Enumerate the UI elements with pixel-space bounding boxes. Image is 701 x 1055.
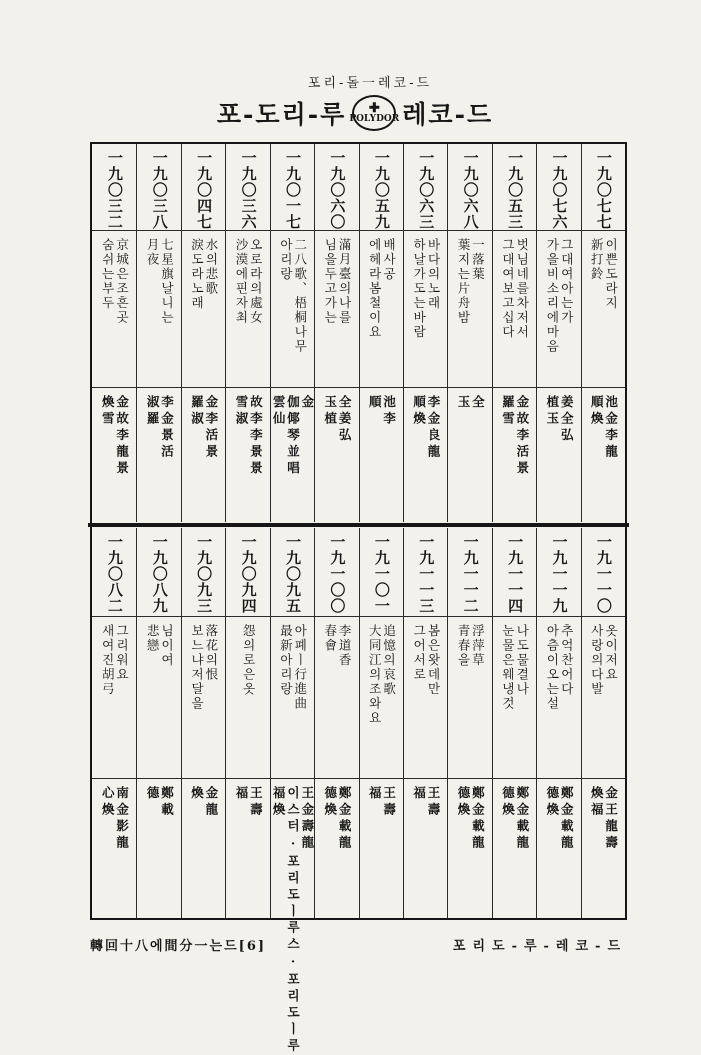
song-title-song-text: 七星旗날니는 (159, 238, 175, 325)
artist-singer-text: 福煥 (271, 786, 287, 819)
artist-cell (448, 395, 491, 518)
artist-artist-text: 伽倻琴並唱 (285, 395, 301, 478)
song-title-song-text: 月夜 (145, 238, 161, 267)
song-title-cell (92, 624, 136, 774)
record-column (136, 144, 180, 522)
artist-artist-text: 故李李景景 (248, 395, 264, 478)
record-number-number-text: 一九一一九 (550, 534, 569, 614)
record-number-number-text: 一九一〇一 (372, 534, 391, 614)
song-title-song-text: 사랑의다발 (589, 624, 605, 697)
artist-singer-text: 雲仙 (271, 395, 287, 428)
song-title-song-text: 新打鈴 (589, 238, 605, 282)
artist-cell (226, 395, 269, 518)
song-title-song-text: 悲戀 (145, 624, 161, 653)
record-number-cell (271, 534, 314, 612)
record-number-cell (582, 150, 625, 230)
record-column (225, 144, 269, 522)
artist-cell (315, 786, 358, 914)
record-number-number-text: 一九〇六三 (417, 150, 436, 230)
record-number-cell (404, 150, 447, 230)
song-title-cell (271, 624, 314, 774)
record-column (403, 528, 447, 918)
record-number-number-text: 一九〇五九 (372, 150, 391, 230)
song-title-song-text: 二八歌、梧桐나무 (292, 238, 308, 354)
artist-artist-text: 金 (299, 395, 315, 412)
song-title-cell (404, 238, 447, 383)
song-title-cell (537, 238, 580, 383)
artist-singer-text: 羅淑 (189, 395, 205, 428)
record-number-cell (92, 150, 136, 230)
song-title-cell (137, 238, 180, 383)
header-title (205, 92, 505, 134)
song-title-song-text: 浮萍草 (470, 624, 486, 668)
song-title-cell (226, 624, 269, 774)
record-column (581, 528, 625, 918)
song-title-cell (182, 624, 225, 774)
artist-cell (582, 395, 625, 518)
record-column (270, 144, 314, 522)
record-column (581, 144, 625, 522)
song-title-song-text: 옷이저요 (603, 624, 619, 682)
record-number-number-text: 一九一一二 (461, 534, 480, 614)
artist-artist-text: 李金良龍 (425, 395, 441, 461)
record-column (359, 528, 403, 918)
artist-artist-text: 王壽 (381, 786, 397, 819)
record-number-number-text: 一九〇六〇 (328, 150, 347, 230)
song-title-cell (271, 238, 314, 383)
record-number-number-text: 一九〇七六 (550, 150, 569, 230)
record-number-number-text: 一九〇三二 (105, 150, 124, 230)
song-title-cell (404, 624, 447, 774)
artist-artist-text: 金龍 (203, 786, 219, 819)
song-title-song-text: 京城은조흔곳 (114, 238, 130, 325)
record-column (359, 144, 403, 522)
artist-cell (582, 786, 625, 914)
artist-singer-text: 雪淑 (233, 395, 249, 428)
song-title-song-text: 怨의로은옷 (241, 624, 257, 697)
record-number-number-text: 一九一一〇 (594, 534, 613, 614)
song-title-song-text: 그어서로 (411, 624, 427, 682)
artist-artist-text: 池李 (381, 395, 397, 428)
song-title-song-text: 추억찬어다 (559, 624, 575, 697)
record-number-number-text: 一九一一三 (417, 534, 436, 614)
artist-singer-text: 德煥 (544, 786, 560, 819)
record-number-cell (537, 534, 580, 612)
record-column (314, 528, 358, 918)
artist-artist-text: 鄭金載龍 (559, 786, 575, 852)
song-title-song-text: 배사공 (381, 238, 397, 282)
record-number-cell (182, 534, 225, 612)
song-title-song-text: 그대여보고십다 (500, 238, 516, 340)
artist-singer-text: 順煥 (411, 395, 427, 428)
record-number-cell (315, 150, 358, 230)
song-title-song-text: 滿月臺의나를 (337, 238, 353, 325)
artist-artist-text: 金王龍壽 (603, 786, 619, 852)
song-title-song-text: 아리랑 (278, 238, 294, 282)
artist-singer-text: 植玉 (544, 395, 560, 428)
record-number-cell (582, 534, 625, 612)
song-title-song-text: 벗님네를차저서 (514, 238, 530, 340)
record-number-cell (92, 534, 136, 612)
artist-cell (448, 786, 491, 914)
song-title-song-text: 새여진胡弓 (100, 624, 116, 697)
artist-singer-text: 德煥 (500, 786, 516, 819)
record-number-number-text: 一九〇九四 (239, 534, 258, 614)
song-title-song-text: 青春을 (456, 624, 472, 668)
song-title-song-text: 水의悲歌 (203, 238, 219, 296)
song-title-song-text: 追憶의哀歌 (381, 624, 397, 697)
artist-artist-text: 李金景活 (159, 395, 175, 461)
song-title-song-text: 오로라의處女 (248, 238, 264, 325)
footer-left-text: 轉回十八에間分一는드[6] (90, 938, 267, 954)
song-title-song-text: 그대여아는가 (559, 238, 575, 325)
song-title-song-text: 春會 (322, 624, 338, 653)
artist-cell (493, 786, 536, 914)
song-title-song-text: 이쁜도라지 (603, 238, 619, 311)
song-title-cell (493, 238, 536, 383)
song-title-cell (315, 624, 358, 774)
artist-singer-text: 順 (367, 395, 383, 412)
artist-singer-text: 煥福 (589, 786, 605, 819)
song-title-cell (182, 238, 225, 383)
header-subtitle: 포리-돌一레코-드 (307, 76, 433, 91)
artist-singer-text: 德煥 (322, 786, 338, 819)
song-title-song-text: 大同江의조와요 (367, 624, 383, 726)
song-title-song-text: 보느냐저달을 (189, 624, 205, 711)
polydor-logo (349, 95, 400, 131)
song-title-song-text: 숨쉬는부두 (100, 238, 116, 311)
artist-cell (226, 786, 269, 914)
song-title-cell (360, 238, 403, 383)
artist-artist-text: 全 (470, 395, 486, 412)
artist-singer-text: 玉植 (322, 395, 338, 428)
song-title-song-text: 그리워요 (114, 624, 130, 682)
artist-artist-text: 이스터·포리도ㅣ루스·포리도ㅣ루 (285, 786, 301, 1055)
artist-cell (537, 786, 580, 914)
record-number-cell (448, 150, 491, 230)
artist-cell (537, 395, 580, 518)
record-number-number-text: 一九〇三八 (150, 150, 169, 230)
artist-artist-text: 南金影龍 (114, 786, 130, 852)
artist-artist-text: 鄭金載龍 (514, 786, 530, 852)
song-title-cell (315, 238, 358, 383)
header-title-right: 레코-드 (402, 100, 494, 129)
record-number-cell (226, 150, 269, 230)
record-column (492, 144, 536, 522)
artist-artist-text: 金故李龍景 (114, 395, 130, 478)
artist-singer-text: 淑羅 (145, 395, 161, 428)
record-column (536, 144, 580, 522)
song-title-song-text: 沙漠에핀자최 (233, 238, 249, 325)
record-column (225, 528, 269, 918)
artist-cell (182, 395, 225, 518)
page-footer (90, 932, 627, 956)
artist-cell (271, 786, 315, 1055)
artist-artist-text: 鄭載 (159, 786, 175, 819)
artist-cell (92, 395, 136, 518)
record-number-cell (448, 534, 491, 612)
artist-singer-text: 心煥 (100, 786, 116, 819)
song-title-song-text: 淚도라노래 (189, 238, 205, 311)
song-title-song-text: 님이여 (159, 624, 175, 668)
song-title-cell (448, 238, 491, 383)
artist-singer-text: 羅雪 (500, 395, 516, 428)
record-table-top (92, 144, 625, 522)
record-column (403, 144, 447, 522)
header-title-left: 포-도리-루 (216, 100, 347, 129)
table-divider (88, 523, 629, 527)
record-number-number-text: 一九〇四七 (195, 150, 214, 230)
artist-artist-text: 鄭金載龍 (470, 786, 486, 852)
song-title-song-text: 李道香 (337, 624, 353, 668)
artist-singer-text: 煥雪 (100, 395, 116, 428)
artist-singer-text: 福 (411, 786, 427, 803)
artist-cell (360, 786, 403, 914)
record-number-number-text: 一九〇六八 (461, 150, 480, 230)
record-number-number-text: 一九〇九三 (195, 534, 214, 614)
record-number-number-text: 一九〇一七 (283, 150, 302, 230)
logo-text: POLYDOR (349, 114, 400, 124)
song-title-song-text: 눈물은웨냉것 (500, 624, 516, 711)
record-column (92, 528, 136, 918)
record-number-number-text: 一九〇七七 (594, 150, 613, 230)
record-column (447, 144, 491, 522)
song-title-song-text: 하날가도는바람 (411, 238, 427, 340)
record-number-cell (360, 150, 403, 230)
song-title-cell (493, 624, 536, 774)
song-title-song-text: 葉지는片舟밤 (456, 238, 472, 325)
song-title-song-text: 最新아리랑 (278, 624, 294, 697)
artist-cell (92, 786, 136, 914)
song-title-song-text: 나도물결나 (514, 624, 530, 697)
artist-artist-text: 全姜弘 (337, 395, 353, 445)
artist-singer-text: 福 (233, 786, 249, 803)
record-column (270, 528, 315, 1055)
song-title-song-text: 님을두고가는 (322, 238, 338, 325)
record-number-cell (271, 150, 314, 230)
record-number-number-text: 一九〇三六 (239, 150, 258, 230)
song-title-song-text: 봄은왓데만 (425, 624, 441, 697)
record-number-cell (404, 534, 447, 612)
artist-singer-text: 順煥 (589, 395, 605, 428)
footer-right-text: 포리도-루-레코-드 (452, 938, 627, 954)
artist-cell (182, 786, 225, 914)
record-number-number-text: 一九〇八九 (150, 534, 169, 614)
record-column (136, 528, 180, 918)
record-column (181, 144, 225, 522)
song-title-cell (448, 624, 491, 774)
record-column (181, 528, 225, 918)
artist-cell (404, 786, 447, 914)
record-number-cell (493, 150, 536, 230)
artist-artist-text: 池金李龍 (603, 395, 619, 461)
artist-artist-text: 金李活景 (203, 395, 219, 461)
record-number-cell (315, 534, 358, 612)
artist-artist-text: 姜全弘 (559, 395, 575, 445)
record-number-number-text: 一九〇八二 (105, 534, 124, 614)
record-number-cell (360, 534, 403, 612)
artist-artist-text: 王壽 (248, 786, 264, 819)
record-number-number-text: 一九一一四 (506, 534, 525, 614)
song-title-song-text: 아츰이오는설 (544, 624, 560, 711)
artist-artist-text: 鄭金載龍 (337, 786, 353, 852)
song-title-cell (360, 624, 403, 774)
artist-cell (271, 395, 314, 518)
record-column (492, 528, 536, 918)
record-column (536, 528, 580, 918)
record-column (314, 144, 358, 522)
logo-mark-icon: ✚ (368, 101, 380, 116)
artist-singer-text: 玉 (456, 395, 472, 412)
artist-cell (360, 395, 403, 518)
artist-cell (315, 395, 358, 518)
artist-singer-text: 煥 (189, 786, 205, 803)
record-number-cell (493, 534, 536, 612)
artist-cell (493, 395, 536, 518)
song-title-cell (582, 238, 625, 383)
song-title-song-text: 아폐ㅣ行進曲 (292, 624, 308, 711)
record-number-cell (137, 150, 180, 230)
artist-singer-text: 福 (367, 786, 383, 803)
song-title-cell (92, 238, 136, 383)
artist-cell (404, 395, 447, 518)
artist-artist-text: 王壽 (425, 786, 441, 819)
song-title-cell (537, 624, 580, 774)
record-number-number-text: 一九一〇〇 (328, 534, 347, 614)
song-title-cell (226, 238, 269, 383)
record-number-cell (182, 150, 225, 230)
artist-cell (137, 786, 180, 914)
song-title-song-text: 바다의노래 (425, 238, 441, 311)
record-number-cell (226, 534, 269, 612)
song-title-song-text: 一落葉 (470, 238, 486, 282)
song-title-song-text: 落花의恨 (203, 624, 219, 682)
record-number-number-text: 一九〇九五 (283, 534, 302, 614)
record-number-cell (537, 150, 580, 230)
record-number-number-text: 一九〇五三 (506, 150, 525, 230)
artist-singer-text: 德 (145, 786, 161, 803)
song-title-song-text: 가을비소리에마음 (544, 238, 560, 354)
record-column (92, 144, 136, 522)
record-column (447, 528, 491, 918)
song-title-song-text: 에헤라봄철이요 (367, 238, 383, 340)
artist-artist-text: 金故李活景 (514, 395, 530, 478)
artist-cell (137, 395, 180, 518)
song-title-cell (137, 624, 180, 774)
artist-singer-text: 德煥 (456, 786, 472, 819)
song-title-cell (582, 624, 625, 774)
artist-artist-text: 王金壽龍 (299, 786, 315, 852)
record-number-cell (137, 534, 180, 612)
